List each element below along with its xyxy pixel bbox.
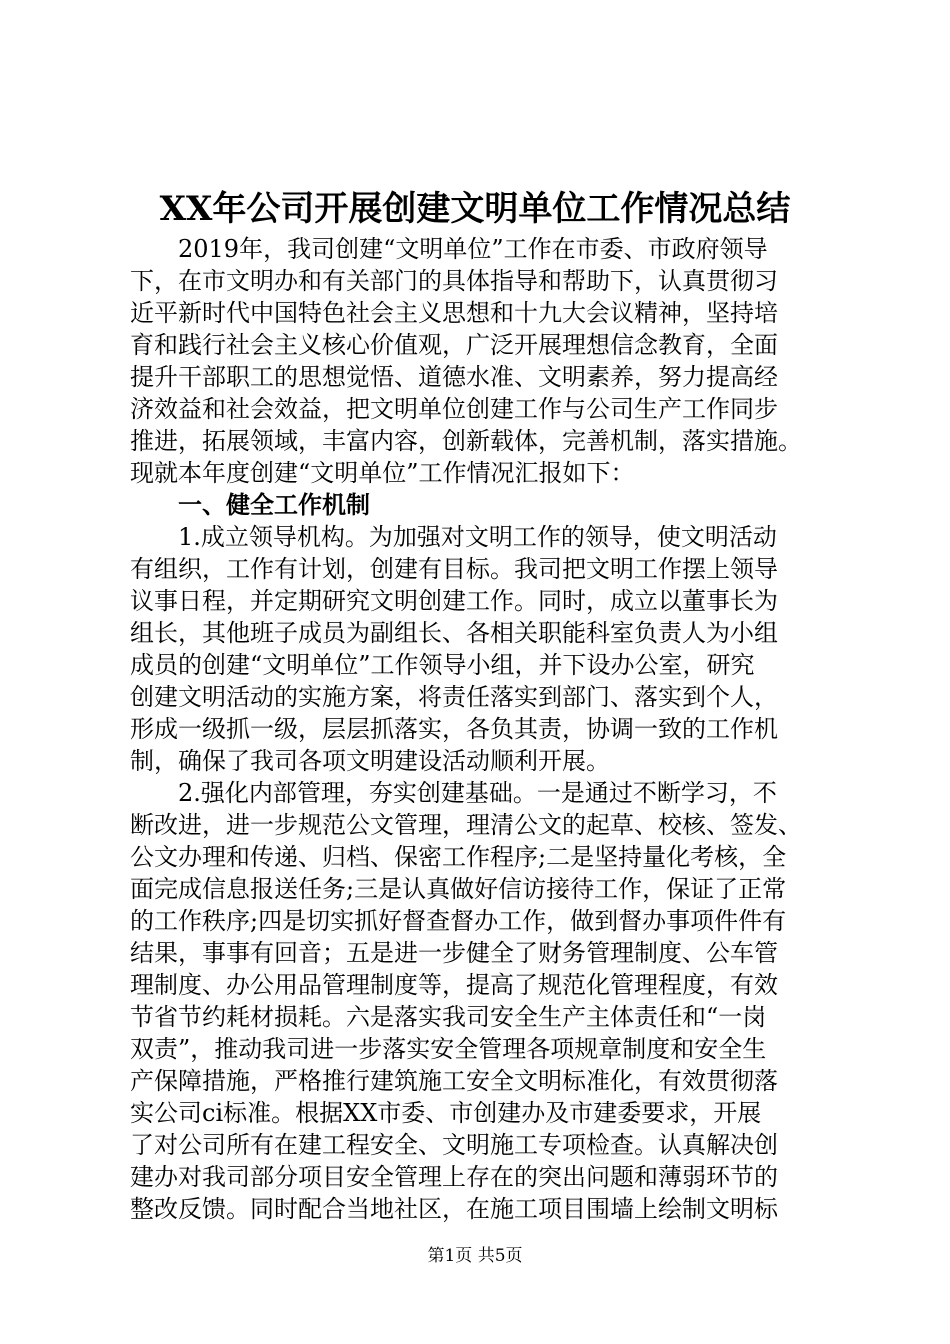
text-line: 形成一级抓一级，层层抓落实，各负其责，协调一致的工作机 (130, 715, 778, 743)
paragraph-first-line: 2.强化内部管理，夯实创建基础。一是通过不断学习，不 (178, 779, 777, 807)
paragraph-first-line: 1.成立领导机构。为加强对文明工作的领导，使文明活动 (178, 523, 777, 551)
section-heading: 一、健全工作机制 (178, 491, 370, 519)
text-line: 议事日程，并定期研究文明创建工作。同时，成立以董事长为 (130, 587, 778, 615)
text-line: 育和践行社会主义核心价值观，广泛开展理想信念教育，全面 (130, 331, 778, 359)
text-line: 推进，拓展领域，丰富内容，创新载体，完善机制，落实措施。 (130, 427, 802, 455)
text-line: 建办对我司部分项目安全管理上存在的突出问题和薄弱环节的 (130, 1163, 778, 1191)
text-line: 双责”，推动我司进一步落实安全管理各项规章制度和安全生 (130, 1035, 767, 1063)
text-line: 济效益和社会效益，把文明单位创建工作与公司生产工作同步 (130, 395, 778, 423)
text-line: 整改反馈。同时配合当地社区，在施工项目围墙上绘制文明标 (130, 1195, 778, 1223)
text-line: 现就本年度创建“文明单位”工作情况汇报如下： (130, 459, 635, 487)
text-line: 公文办理和传递、归档、保密工作程序;二是坚持量化考核，全 (130, 843, 787, 871)
paragraph-first-line: 2019年，我司创建“文明单位”工作在市委、市政府领导 (178, 235, 768, 263)
text-line: 创建文明活动的实施方案，将责任落实到部门、落实到个人， (130, 683, 778, 711)
page-footer: 第1页 共5页 (427, 1246, 523, 1266)
text-line: 成员的创建“文明单位”工作领导小组，并下设办公室，研究 (130, 651, 755, 679)
text-line: 断改进，进一步规范公文管理，理清公文的起草、校核、签发、 (130, 811, 802, 839)
text-line: 有组织，工作有计划，创建有目标。我司把文明工作摆上领导 (130, 555, 778, 583)
text-line: 面完成信息报送任务;三是认真做好信访接待工作，保证了正常 (130, 875, 787, 903)
text-line: 组长，其他班子成员为副组长、各相关职能科室负责人为小组 (130, 619, 778, 647)
document-body (130, 233, 830, 1225)
text-line: 实公司ci标准。根据XX市委、市创建办及市建委要求，开展 (130, 1099, 762, 1127)
text-line: 理制度、办公用品管理制度等，提高了规范化管理程度，有效 (130, 971, 778, 999)
text-line: 近平新时代中国特色社会主义思想和十九大会议精神，坚持培 (130, 299, 778, 327)
text-line: 了对公司所有在建工程安全、文明施工专项检查。认真解决创 (130, 1131, 778, 1159)
text-line: 产保障措施，严格推行建筑施工安全文明标准化，有效贯彻落 (130, 1067, 778, 1095)
document-title: XX年公司开展创建文明单位工作情况总结 (159, 189, 791, 229)
text-line: 提升干部职工的思想觉悟、道德水准、文明素养，努力提高经 (130, 363, 778, 391)
text-line: 制，确保了我司各项文明建设活动顺利开展。 (130, 747, 610, 775)
text-line: 节省节约耗材损耗。六是落实我司安全生产主体责任和“一岗 (130, 1003, 767, 1031)
text-line: 的工作秩序;四是切实抓好督查督办工作，做到督办事项件件有 (130, 907, 787, 935)
text-line: 下，在市文明办和有关部门的具体指导和帮助下，认真贯彻习 (130, 267, 778, 295)
text-line: 结果，事事有回音；五是进一步健全了财务管理制度、公车管 (130, 939, 778, 967)
